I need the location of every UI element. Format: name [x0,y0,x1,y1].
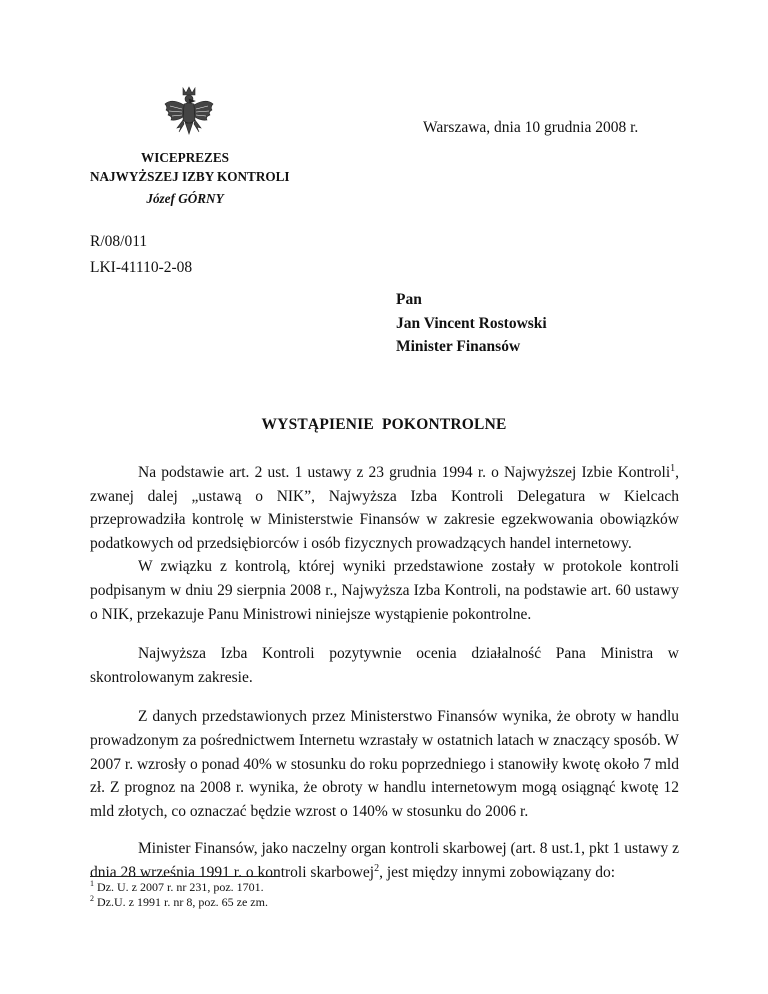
addressee-salutation: Pan [396,291,422,308]
issuer-name: Józef GÓRNY [146,191,224,206]
document-title: WYSTĄPIENIE POKONTROLNE [261,416,507,433]
reference-numbers [90,229,192,281]
footnote-ref-2: 2 [374,862,380,874]
document-body [90,461,679,885]
file-number: LKI-41110-2-08 [90,259,193,276]
footnote-2: $^2$ Dz.U. z 1991 r. nr 8, poz. 65 ze zm. [90,893,268,909]
footnotes [90,880,268,909]
footnote-1: $^1$ Dz. U. z 2007 r. nr 231, poz. 1701. [90,879,264,894]
reference-number: R/08/011 [90,233,148,250]
issuer-block [90,148,290,208]
addressee-name: Jan Vincent Rostowski [396,314,547,332]
addressee-position: Minister Finansów [396,338,521,355]
issuer-title: WICEPREZES [141,150,229,165]
paragraph-assessment: Najwyższa Izba Kontroli pozytywnie ocenia działalność Pana Ministra w skontrolowanym zakresie. [90,645,679,686]
paragraph-protocol: W związku z kontrolą, której wyniki przedstawione zostały w protokole kontroli podpisanym w dniu 29 sierpnia 2008 r., Najwyższa Izba Kontroli, na podstawie art. 60 ustawy o NIK, przekazuje Panu Ministrowi niniejsze wystąpienie pokontrolne. [90,558,679,623]
place-and-date: Warszawa, dnia 10 grudnia 2008 r. [423,119,639,136]
paragraph-legal-basis: Na podstawie art. 2 ust. 1 ustawy z 23 grudnia 1994 r. o Najwyższej Izbie Kontroli$^1$, zwanej dalej „ustawą o NIK”, Najwyższa Izba Kontroli Delegatura w Kielcach przeprowadziła kontrolę w Ministerstwie Finansów w zakresie egzekwowania obowiązków podatkowych od przedsiębiorców i osób fizycznych prowadzących handel internetowy. [90,462,679,552]
footnote-separator [90,876,280,877]
footnote-ref-1: 1 [670,462,676,474]
paragraph-statistics: Z danych przedstawionych przez Ministerstwo Finansów wynika, że obroty w handlu prowadzonym za pośrednictwem Internetu wzrastały w ostatnich latach w znaczący sposób. W 2007 r. wzrosły o ponad 40% w stosunku do roku poprzedniego i stanowiły kwotę około 7 mld zł. Z prognoz na 2008 r. wynika, że obroty w handlu internetowym mogą osiągnąć kwotę 12 mld złotych, co oznaczać będzie wzrost o 140% w stosunku do 2006 r. [90,708,679,820]
polish-eagle-icon [162,84,216,144]
issuer-organization: NAJWYŻSZEJ IZBY KONTROLI [90,169,290,184]
paragraph-minister-duties: Minister Finansów, jako naczelny organ kontroli skarbowej (art. 8 ust.1, pkt 1 ustawy z dnia 28 września 1991 r. o kontroli skarbowej$^2$, jest między innymi zobowiązany do: [90,840,679,881]
addressee-block [396,288,547,359]
